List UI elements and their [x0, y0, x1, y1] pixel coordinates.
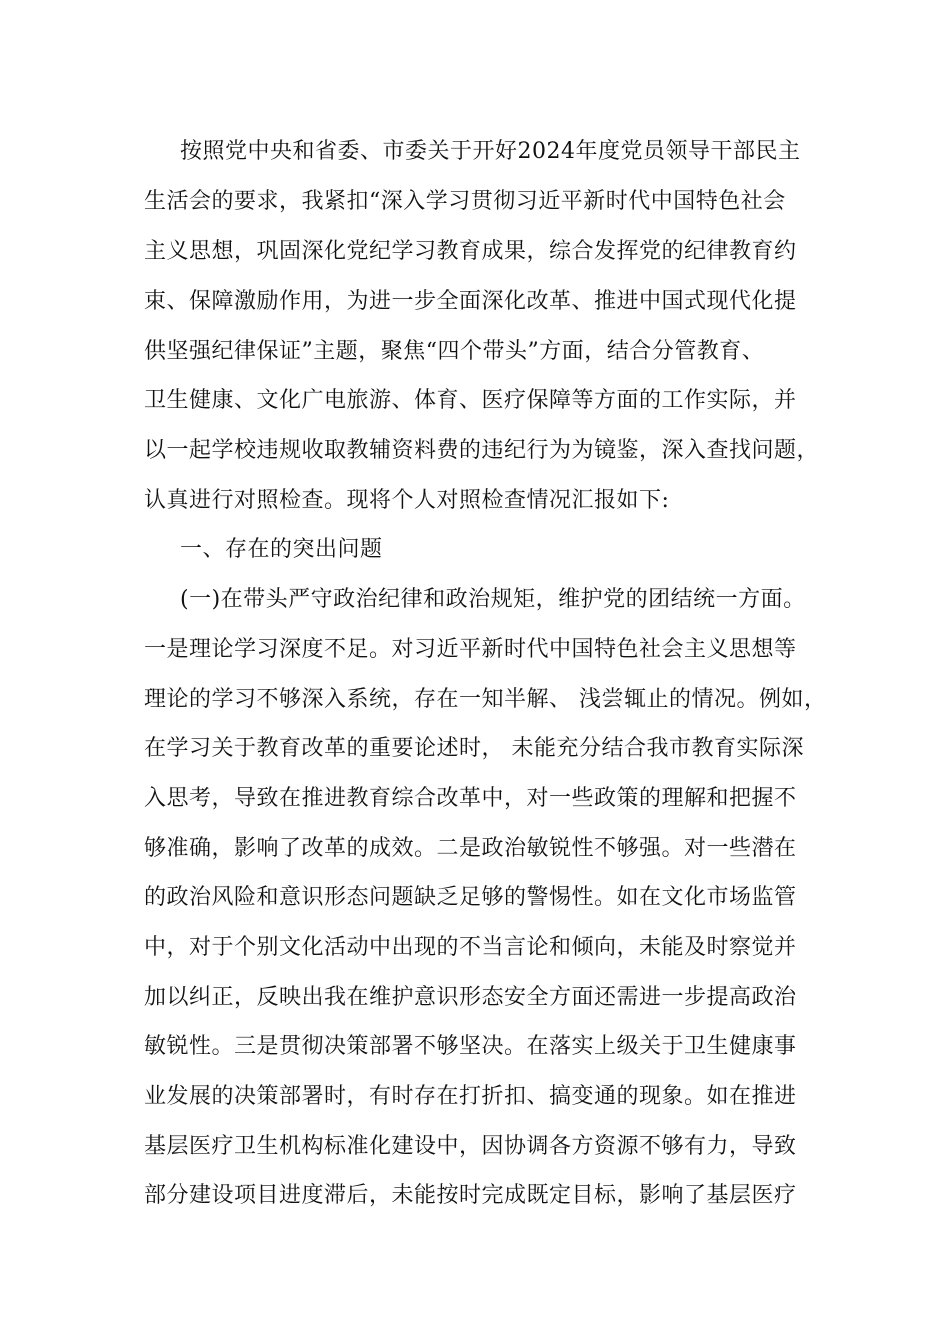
section-heading: 一、存在的突出问题: [180, 537, 383, 562]
paragraph-line: 的政治风险和意识形态问题缺乏足够的警惕性。如在文化市场监管: [144, 885, 797, 910]
paragraph-line: 束、保障激励作用，为进一步全面深化改革、推进中国式现代化提: [144, 289, 797, 314]
paragraph-line: 在学习关于教育改革的重要论述时， 未能充分结合我市教育实际深: [144, 736, 804, 761]
paragraph-line: 业发展的决策部署时，有时存在打折扣、搞变通的现象。如在推进: [144, 1084, 797, 1109]
paragraph-line: 加以纠正，反映出我在维护意识形态安全方面还需进一步提高政治: [144, 985, 797, 1010]
paragraph-line: 入思考，导致在推进教育综合改革中，对一些政策的理解和把握不: [144, 786, 797, 811]
subsection-heading: (一)在带头严守政治纪律和政治规矩，维护党的团结统一方面。: [180, 587, 806, 612]
paragraph-line: 理论的学习不够深入系统，存在一知半解、 浅尝辄止的情况。例如，: [144, 687, 827, 712]
paragraph-line: 中，对于个别文化活动中出现的不当言论和倾向，未能及时察觉并: [144, 935, 797, 960]
paragraph-line: 按照党中央和省委、市委关于开好2024年度党员领导干部民主: [180, 139, 801, 164]
paragraph-line: 一是理论学习深度不足。对习近平新时代中国特色社会主义思想等: [144, 637, 797, 662]
paragraph-line: 生活会的要求，我紧扣“深入学习贯彻习近平新时代中国特色社会: [144, 189, 786, 214]
paragraph-line: 基层医疗卫生机构标准化建设中，因协调各方资源不够有力，导致: [144, 1134, 797, 1159]
paragraph-line: 敏锐性。三是贯彻决策部署不够坚决。在落实上级关于卫生健康事: [144, 1034, 797, 1059]
paragraph-line: 够准确，影响了改革的成效。二是政治敏锐性不够强。对一些潜在: [144, 836, 797, 861]
paragraph-line: 认真进行对照检查。现将个人对照检查情况汇报如下:: [144, 488, 670, 513]
paragraph-line: 部分建设项目进度滞后，未能按时完成既定目标，影响了基层医疗: [144, 1183, 797, 1208]
paragraph-line: 主义思想，巩固深化党纪学习教育成果，综合发挥党的纪律教育约: [144, 239, 797, 264]
paragraph-line: 卫生健康、文化广电旅游、体育、医疗保障等方面的工作实际，并: [144, 388, 797, 413]
paragraph-line: 供坚强纪律保证”主题，聚焦“四个带头”方面，结合分管教育、: [144, 339, 765, 364]
paragraph-line: 以一起学校违规收取教辅资料费的违纪行为为镜鉴，深入查找问题，: [144, 438, 820, 463]
